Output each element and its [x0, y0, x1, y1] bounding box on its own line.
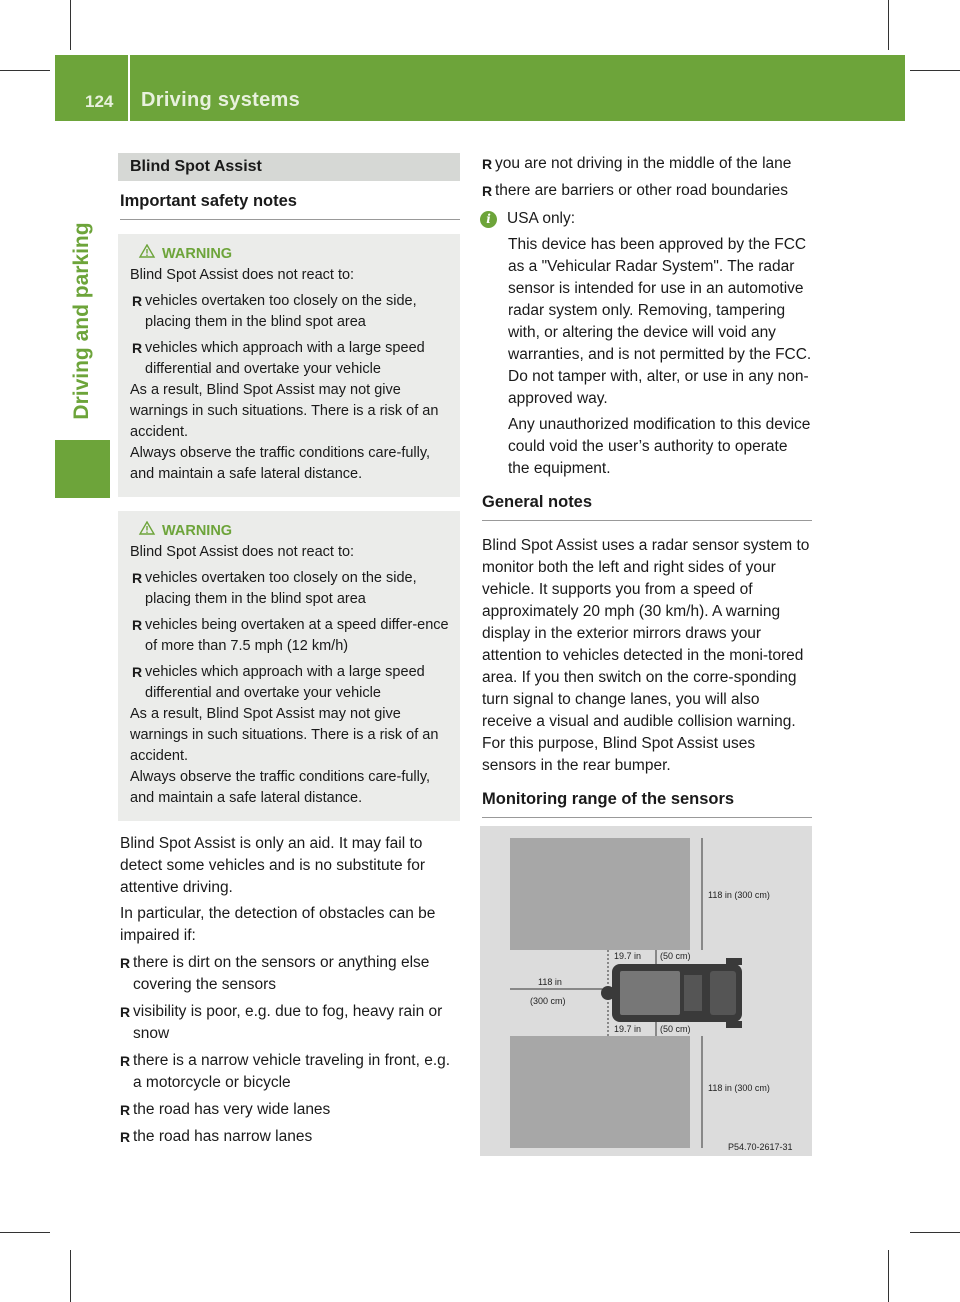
list-item: R there is dirt on the sensors or anything else covering the sensors: [120, 952, 460, 996]
info-icon: i: [480, 211, 497, 228]
list-item: R there are barriers or other road boundaries: [482, 180, 812, 202]
warning-text: Always observe the traffic conditions care-fully, and maintain a safe lateral distance.: [130, 769, 431, 806]
crop-mark: [0, 1232, 50, 1233]
side-tab-marker: [55, 440, 110, 498]
left-column: [118, 153, 460, 1148]
bullet-icon: R: [482, 183, 493, 199]
warning-text: As a result, Blind Spot Assist may not give warnings in such situations. There is a risk of an accident.: [130, 382, 439, 440]
bullet-icon: R: [132, 293, 143, 309]
crop-mark: [888, 1250, 889, 1302]
side-tab-label: Driving and parking: [70, 222, 93, 420]
list-item: R vehicles which approach with a large speed differential and overtake your vehicle: [132, 338, 452, 380]
section-title: Blind Spot Assist: [118, 153, 460, 181]
detection-zone-left: [510, 838, 690, 950]
crop-mark: [70, 0, 71, 50]
warning-box: [118, 511, 460, 821]
bullet-icon: R: [120, 1102, 131, 1118]
list-item: R the road has narrow lanes: [120, 1126, 460, 1148]
bullet-icon: R: [132, 664, 143, 680]
list-item: R vehicles overtaken too closely on the side, placing them in the blind spot area: [132, 291, 452, 333]
label-gap-bottom-cm: (50 cm): [660, 1024, 691, 1034]
crop-mark: [888, 0, 889, 50]
bullet-icon: R: [120, 1129, 131, 1145]
figure-code: P54.70-2617-31: [728, 1142, 793, 1152]
label-rear-in: 118 in: [538, 977, 562, 987]
detection-zone-right: [510, 1036, 690, 1148]
bullet-icon: R: [132, 617, 143, 633]
diagram-svg: [480, 826, 812, 1156]
list-item: R vehicles which approach with a large speed differential and overtake your vehicle: [132, 662, 452, 704]
warning-intro: Blind Spot Assist does not react to:: [130, 544, 355, 560]
info-text: This device has been approved by the FCC as a "Vehicular Radar System". The radar sensor is intended for use in an automotive radar system only. Removing, tampering with, or altering the device will void any warranties, and is not permitted by the FCC. Do not tamper with, alter, or use in any non-approved way.: [508, 236, 812, 407]
list-item: R vehicles being overtaken at a speed differ-ence of more than 7.5 mph (12 km/h): [132, 615, 452, 657]
crop-mark: [0, 70, 50, 71]
crop-mark: [910, 1232, 960, 1233]
bullet-icon: R: [132, 570, 143, 586]
label-gap-bottom-in: 19.7 in: [614, 1024, 642, 1034]
warning-triangle-icon: [138, 244, 156, 258]
warning-box: [118, 234, 460, 497]
warning-text: Always observe the traffic conditions care-fully, and maintain a safe lateral distance.: [130, 445, 431, 482]
label-range-top: 118 in (300 cm): [708, 890, 770, 900]
subheading-general: General notes: [482, 490, 812, 521]
label-gap-top-cm: (50 cm): [660, 951, 691, 961]
label-rear-cm: (300 cm): [530, 996, 566, 1006]
warning-title: WARNING: [138, 244, 452, 265]
vehicle-top-view-icon: [601, 958, 742, 1028]
page-number: 124: [85, 92, 114, 111]
warning-intro: Blind Spot Assist does not react to:: [130, 267, 355, 283]
list-item: R the road has very wide lanes: [120, 1099, 460, 1121]
list-item: R there is a narrow vehicle traveling in front, e.g. a motorcycle or bicycle: [120, 1050, 460, 1094]
crop-mark: [70, 1250, 71, 1302]
body-paragraph: Blind Spot Assist is only an aid. It may fail to detect some vehicles and is no substitute for attentive driving.: [120, 835, 425, 896]
list-item: R visibility is poor, e.g. due to fog, heavy rain or snow: [120, 1001, 460, 1045]
page-title: Driving systems: [141, 89, 301, 111]
list-item: R vehicles overtaken too closely on the side, placing them in the blind spot area: [132, 568, 452, 610]
info-label: USA only:: [507, 210, 576, 227]
right-column: [480, 153, 812, 818]
list-item: R you are not driving in the middle of the lane: [482, 153, 812, 175]
info-text: Any unauthorized modification to this device could void the user’s authority to operate the equipment.: [508, 416, 811, 477]
header-divider: [128, 55, 130, 121]
bullet-icon: R: [120, 1004, 131, 1020]
body-paragraph: In particular, the detection of obstacles can be impaired if:: [120, 905, 436, 944]
monitoring-range-diagram: [480, 826, 812, 1156]
warning-title: WARNING: [138, 521, 452, 542]
side-tab: [55, 121, 110, 491]
warning-text: As a result, Blind Spot Assist may not give warnings in such situations. There is a risk of an accident.: [130, 706, 439, 764]
info-note: [480, 208, 812, 230]
subheading-monitoring: Monitoring range of the sensors: [482, 787, 812, 818]
bullet-icon: R: [132, 340, 143, 356]
subheading-safety: Important safety notes: [120, 189, 460, 220]
crop-mark: [910, 70, 960, 71]
bullet-icon: R: [120, 955, 131, 971]
label-range-bottom: 118 in (300 cm): [708, 1083, 770, 1093]
label-gap-top-in: 19.7 in: [614, 951, 642, 961]
bullet-icon: R: [482, 156, 493, 172]
bullet-icon: R: [120, 1053, 131, 1069]
warning-triangle-icon: [138, 521, 156, 535]
body-paragraph: Blind Spot Assist uses a radar sensor system to monitor both the left and right sides of your vehicle. It supports you from a speed of approximately 20 mph (30 km/h). A warning display in the exterior mirrors draws your attention to vehicles detected in the moni-tored area. If you then switch on the corre-sponding turn signal to change lanes, you will also receive a visual and audible collision warning. For this purpose, Blind Spot Assist uses sensors in the rear bumper.: [482, 537, 810, 774]
